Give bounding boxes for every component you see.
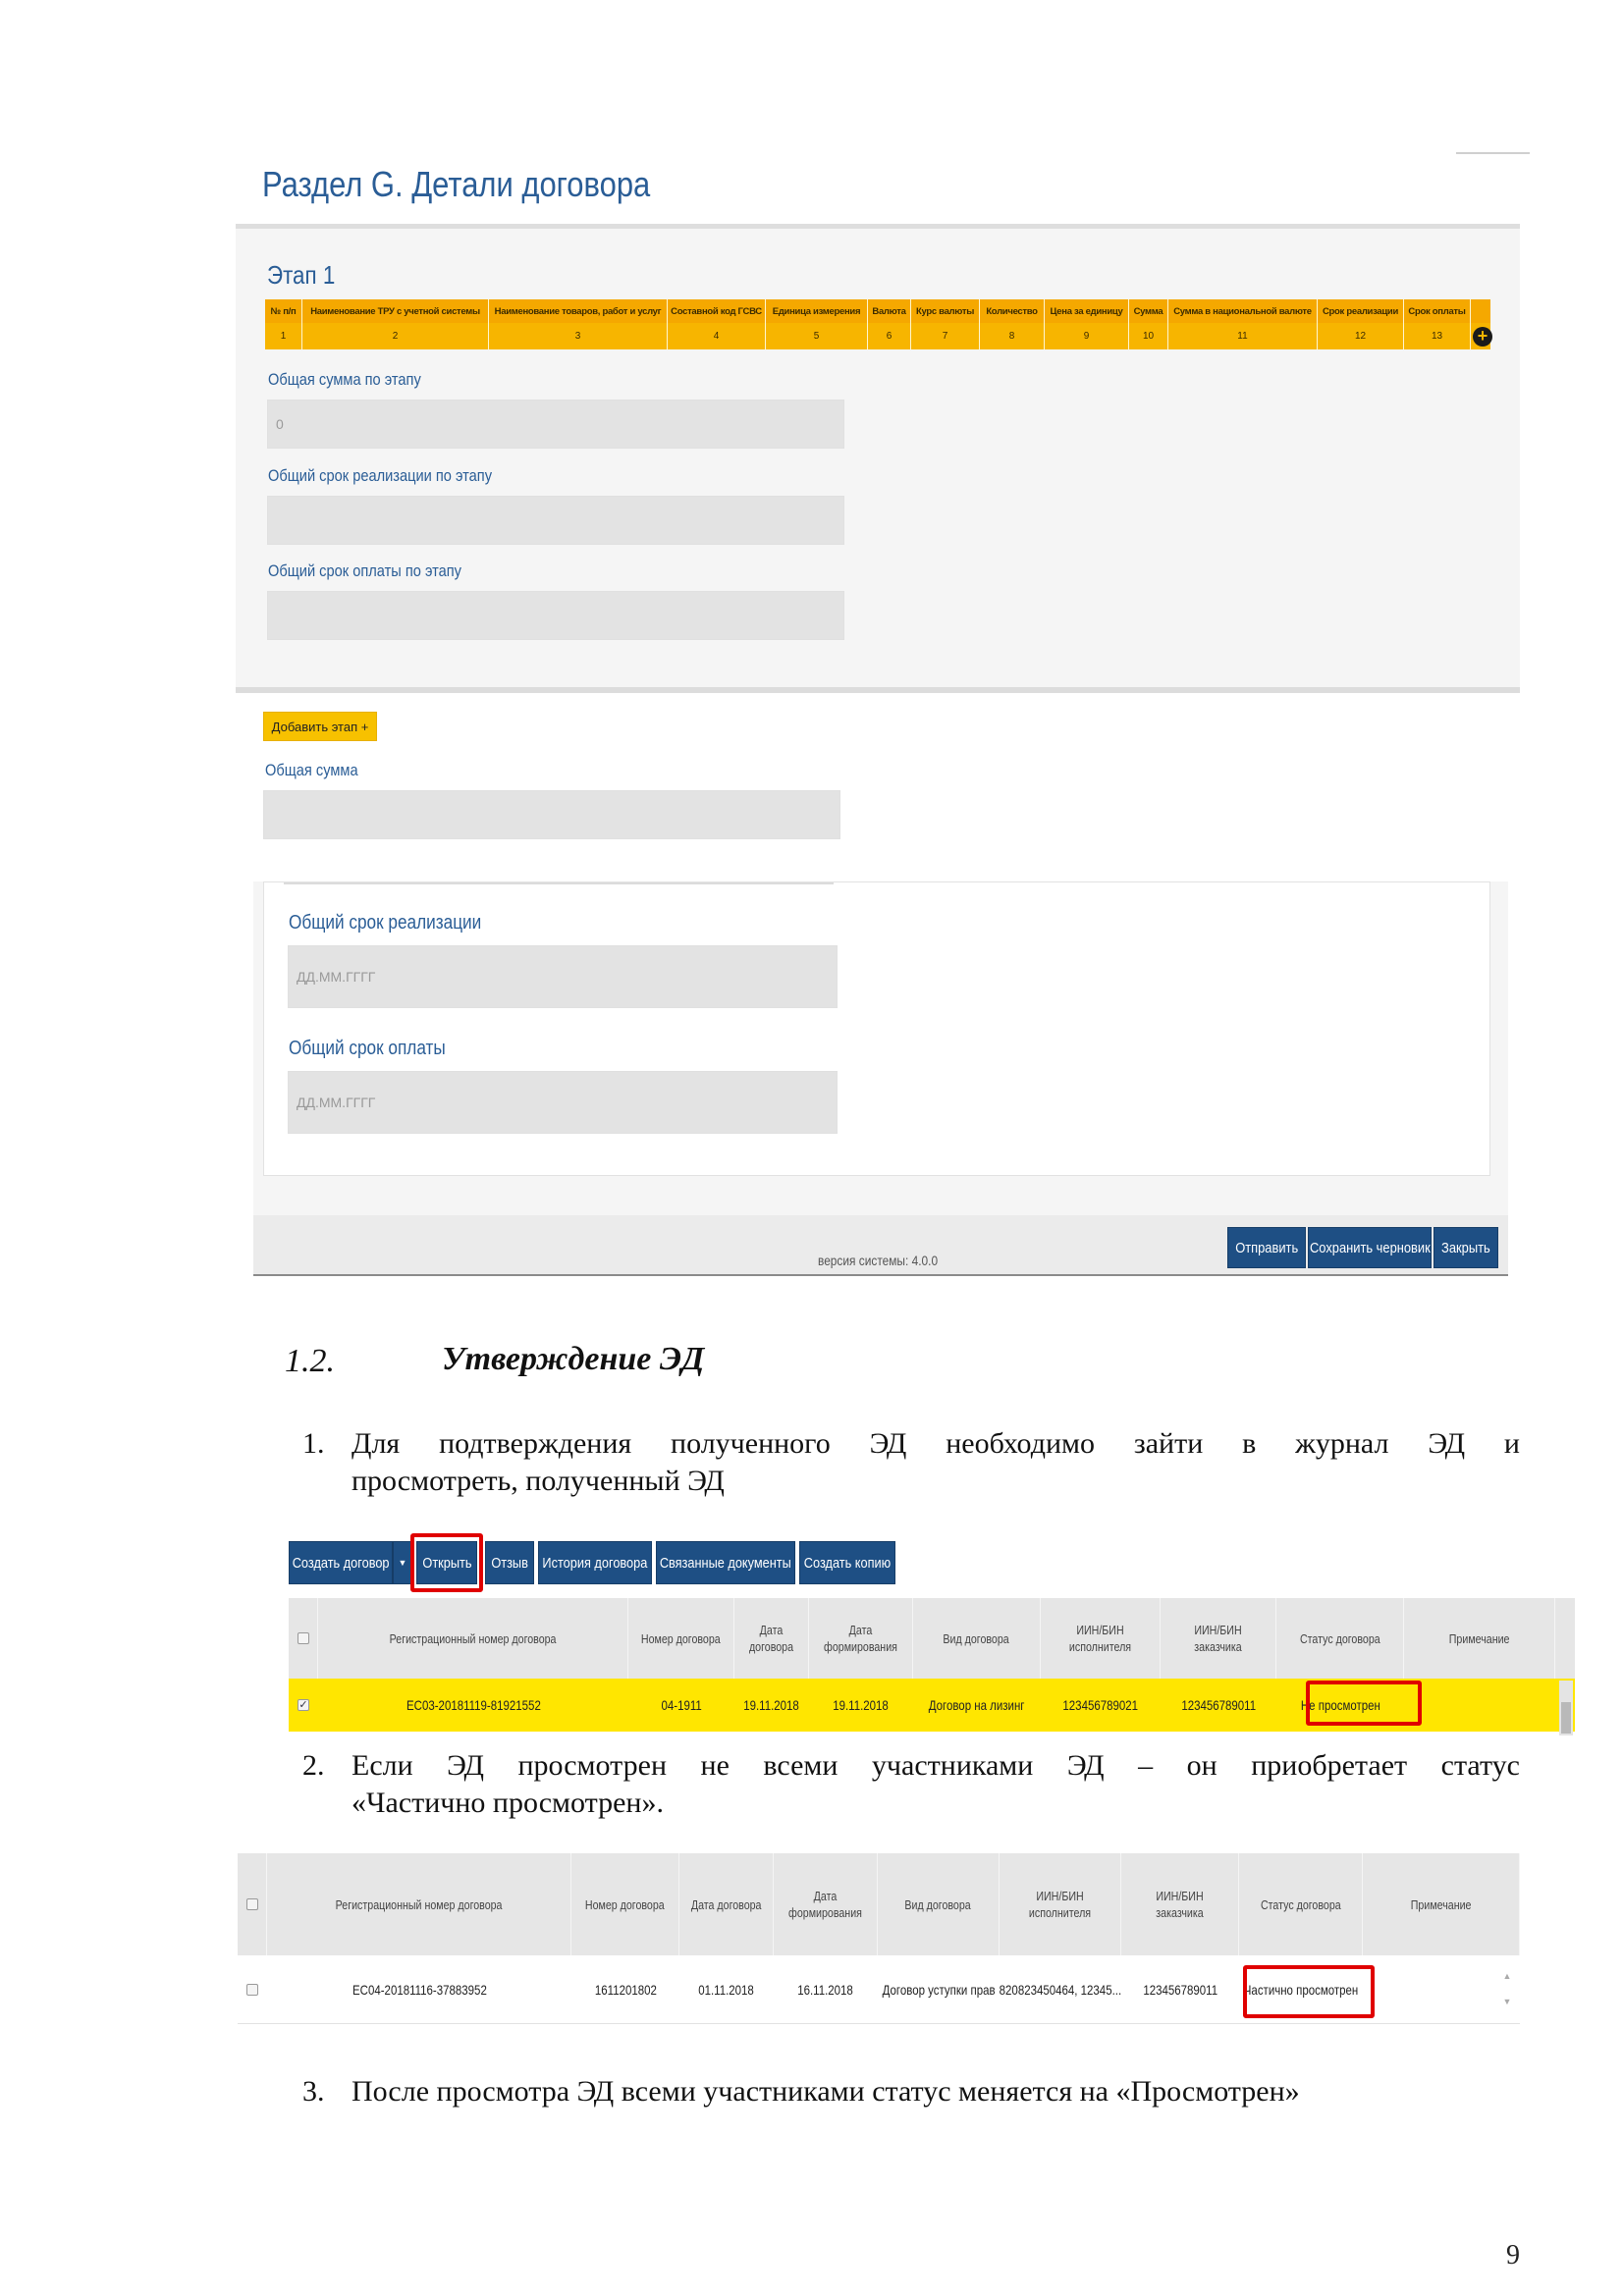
stage-col-header: Валюта <box>868 299 911 323</box>
stage-impl-label: Общий срок реализации по этапу <box>268 466 493 485</box>
create-contract-button[interactable]: Создать договор <box>289 1541 393 1584</box>
journal-col-header: Номер договора <box>571 1853 679 1955</box>
journal-col-header: Примечание <box>1404 1598 1555 1679</box>
scrollbar-arrows[interactable]: ▲ ▼ <box>1502 1971 1512 2006</box>
stage-col-number: 5 <box>766 323 868 349</box>
stage-col-number: 9 <box>1045 323 1129 349</box>
scrollbar-thumb[interactable] <box>1561 1702 1571 1734</box>
open-button[interactable]: Открыть <box>416 1541 477 1584</box>
section-header <box>236 152 1520 229</box>
row-checkbox[interactable] <box>246 1984 258 1996</box>
section-g-bottom-screenshot <box>253 881 1508 1276</box>
row-checkbox-checked[interactable]: ✓ <box>298 1699 308 1711</box>
stage-col-number: 10 <box>1129 323 1168 349</box>
journal-table-header <box>289 1598 1575 1679</box>
related-documents-button[interactable]: Связанные документы <box>656 1541 795 1584</box>
item-3-number: 3. <box>302 2075 325 2108</box>
total-sum-field[interactable] <box>263 790 840 839</box>
contract-date-cell: 19.11.2018 <box>743 1697 800 1713</box>
executor-cell: 820823450464, 12345... <box>1000 1981 1121 1998</box>
stage-col-header: № п/п <box>265 299 302 323</box>
status-cell: Не просмотрен <box>1300 1697 1380 1713</box>
stage-col-number: 12 <box>1318 323 1404 349</box>
pay-date-placeholder: ДД.ММ.ГГГГ <box>297 1095 376 1110</box>
journal-col-header: Дата формирования <box>774 1853 878 1955</box>
select-all-checkbox[interactable] <box>298 1632 309 1644</box>
version-label: версия системы: 4.0.0 <box>818 1253 939 1268</box>
heading-number: 1.2. <box>285 1343 335 1379</box>
stage-col-header: Составной код ГСВС <box>668 299 766 323</box>
stage-col-header: Курс валюты <box>911 299 980 323</box>
stage-col-number: 1 <box>265 323 302 349</box>
stage-col-number: 3 <box>489 323 668 349</box>
journal-col-header: ИИН/БИН заказчика <box>1121 1853 1239 1955</box>
journal-col-header: Номер договора <box>628 1598 734 1679</box>
item-2-line-2: «Частично просмотрен». <box>352 1787 664 1819</box>
journal-col-header: ИИН/БИН заказчика <box>1161 1598 1276 1679</box>
status-highlight <box>1306 1681 1422 1726</box>
stage-table <box>265 299 1490 349</box>
item-1-line-1: Для подтверждения полученного ЭД необходимо зайти в журнал ЭД и <box>352 1427 1520 1460</box>
stage-col-header: Сумма <box>1129 299 1168 323</box>
stage-col-number: 6 <box>868 323 911 349</box>
item-1-line-2: просмотреть, полученный ЭД <box>352 1465 725 1497</box>
contract-date-cell: 01.11.2018 <box>698 1981 755 1998</box>
executor-cell: 123456789021 <box>1062 1697 1139 1713</box>
journal-col-header: Вид договора <box>878 1853 1000 1955</box>
reg-number-cell: EC03-20181119-81921552 <box>406 1697 541 1713</box>
create-copy-button[interactable]: Создать копию <box>799 1541 895 1584</box>
journal-col-header: Дата формирования <box>809 1598 913 1679</box>
item-1-number: 1. <box>302 1427 325 1460</box>
stage-col-number: 11 <box>1168 323 1318 349</box>
stage-table-number-row <box>265 323 1490 349</box>
page-number: 9 <box>1506 2240 1520 2270</box>
stage-col-header: Сумма в национальной валюте <box>1168 299 1318 323</box>
formed-date-cell: 16.11.2018 <box>797 1981 854 1998</box>
stage-col-number: 13 <box>1404 323 1471 349</box>
pay-label: Общий срок оплаты <box>289 1038 446 1059</box>
journal-table-header <box>238 1853 1520 1955</box>
item-2-line-1: Если ЭД просмотрен не всеми участниками ЭД – он приобретает статус <box>352 1749 1520 1782</box>
impl-date-field[interactable] <box>288 945 838 1008</box>
contract-kind-cell: Договор уступки прав <box>882 1981 996 1998</box>
close-button[interactable]: Закрыть <box>1434 1227 1498 1268</box>
customer-cell: 123456789011 <box>1143 1981 1217 1998</box>
stage-table-header <box>265 299 1490 323</box>
stage-col-header: Цена за единицу <box>1045 299 1129 323</box>
select-all-checkbox[interactable] <box>246 1898 258 1910</box>
stage-col-header: Количество <box>980 299 1045 323</box>
stage-pay-label: Общий срок оплаты по этапу <box>268 561 461 580</box>
journal-col-header: Дата договора <box>734 1598 809 1679</box>
impl-label: Общий срок реализации <box>289 912 482 934</box>
journal-col-header: Вид договора <box>913 1598 1041 1679</box>
stage-col-number: 8 <box>980 323 1045 349</box>
journal-col-header: ИИН/БИН исполнителя <box>1041 1598 1161 1679</box>
stage-col-header: Срок оплаты <box>1404 299 1471 323</box>
contract-number-cell: 1611201802 <box>594 1981 657 1998</box>
history-button[interactable]: История договора <box>538 1541 652 1584</box>
status-highlight <box>1243 1965 1375 2018</box>
stage-col-number: 2 <box>302 323 489 349</box>
heading-title: Утверждение ЭД <box>442 1341 705 1377</box>
save-draft-button[interactable]: Сохранить черновик <box>1308 1227 1432 1268</box>
reg-number-cell: EC04-20181116-37883952 <box>352 1981 487 1998</box>
stage-col-header: Наименование ТРУ с учетной системы <box>302 299 489 323</box>
stage-pay-field[interactable] <box>267 591 844 640</box>
chevron-down-icon[interactable]: ▼ <box>393 1541 412 1584</box>
impl-date-placeholder: ДД.ММ.ГГГГ <box>297 969 376 985</box>
section-g-screenshot <box>236 152 1520 859</box>
note-cell <box>1363 1955 1520 2023</box>
stage-col-number: 7 <box>911 323 980 349</box>
stage-col-number: 4 <box>668 323 766 349</box>
item-2-number: 2. <box>302 1749 325 1782</box>
send-button[interactable]: Отправить <box>1227 1227 1306 1268</box>
contract-kind-cell: Договор на лизинг <box>929 1697 1025 1713</box>
stage-col-header: Единица измерения <box>766 299 868 323</box>
plus-circle-icon[interactable]: + <box>1473 327 1492 347</box>
note-cell <box>1404 1679 1555 1732</box>
status-cell: Частично просмотрен <box>1243 1981 1359 1998</box>
journal-col-header: Статус договора <box>1239 1853 1363 1955</box>
review-button[interactable]: Отзыв <box>485 1541 534 1584</box>
customer-cell: 123456789011 <box>1181 1697 1256 1713</box>
pay-date-field[interactable] <box>288 1071 838 1134</box>
contract-number-cell: 04-1911 <box>661 1697 702 1713</box>
stage-title: Этап 1 <box>267 260 336 290</box>
add-stage-button[interactable]: Добавить этап + <box>263 712 377 741</box>
journal-col-header: Регистрационный номер договора <box>267 1853 571 1955</box>
total-sum-label: Общая сумма <box>265 761 358 779</box>
journal-col-header: Статус договора <box>1276 1598 1404 1679</box>
section-title: Раздел G. Детали договора <box>262 164 651 204</box>
journal-col-header: Дата договора <box>679 1853 774 1955</box>
stage-total-field[interactable]: 0 <box>267 400 844 449</box>
stage-col-header: Срок реализации <box>1318 299 1404 323</box>
journal-col-header: Регистрационный номер договора <box>318 1598 628 1679</box>
stage-col-header: Наименование товаров, работ и услуг <box>489 299 668 323</box>
item-3-text: После просмотра ЭД всеми участниками статус меняется на «Просмотрен» <box>352 2075 1300 2108</box>
stage-impl-field[interactable] <box>267 496 844 545</box>
journal-col-header: ИИН/БИН исполнителя <box>1000 1853 1121 1955</box>
open-button-highlight <box>410 1533 483 1592</box>
scrollbar[interactable] <box>1559 1681 1573 1735</box>
formed-date-cell: 19.11.2018 <box>833 1697 890 1713</box>
stage-total-label: Общая сумма по этапу <box>268 370 421 389</box>
journal-col-header: Примечание <box>1363 1853 1520 1955</box>
